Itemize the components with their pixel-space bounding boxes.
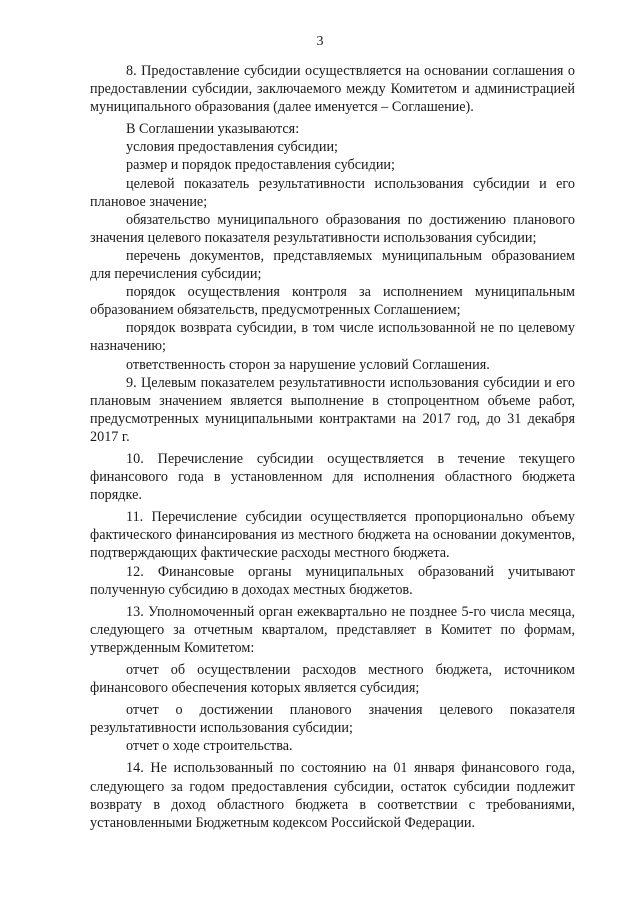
paragraph-8: 8. Предоставление субсидии осуществляется на основании соглашения о предоставлении субсидии, заключаемого между Комитетом и администрацией муниципального образования (далее именуется – Соглашение). [90,63,575,116]
paragraph-12: 12. Финансовые органы муниципальных образований учитывают полученную субсидию в доходах местных бюджетов. [90,563,575,598]
agreement-item: перечень документов, представляемых муниципальным образованием для перечисления субсидии; [90,247,575,283]
paragraph-14: 14. Не использованный по состоянию на 01 января финансового года, следующего за годом предоставления субсидии, остаток субсидии подлежит возврату в доход областного бюджета в соответствии с требованиями, установленными Бюджетным кодексом Российской Федерации. [90,760,575,831]
agreement-intro: В Соглашении указываются: [126,121,300,138]
paragraph-10: 10. Перечисление субсидии осуществляется в течение текущего финансового года в установленном для исполнения областного бюджета порядке. [90,450,575,504]
paragraph-9: 9. Целевым показателем результативности использования субсидии и его плановым значением является выполнение в стопроцентном объеме работ, предусмотренных муниципальными контрактами на 2017 год, до 31 декабря 2017 г. [90,374,575,445]
paragraph-11: 11. Перечисление субсидии осуществляется пропорционально объему фактического финансирования из местного бюджета на основании документов, подтверждающих фактические расходы местного бюджета. [90,509,575,562]
agreement-item: порядок возврата субсидии, в том числе использованной не по целевому назначению; [90,320,575,355]
page-number: 3 [316,34,324,49]
agreement-item: ответственность сторон за нарушение условий Соглашения. [126,356,490,373]
agreement-item: порядок осуществления контроля за исполнением муниципальным образованием обязательств, предусмотренных Соглашением; [90,284,575,319]
agreement-item: условия предоставления субсидии; [126,139,338,156]
agreement-item: размер и порядок предоставления субсидии; [126,157,395,174]
report-item: отчет о ходе строительства. [126,738,293,755]
paragraph-13: 13. Уполномоченный орган ежеквартально не позднее 5-го числа месяца, следующего за отчетным кварталом, представляет в Комитет по формам, утвержденным Комитетом: [90,603,575,656]
document-body [90,62,575,832]
report-item: отчет о достижении планового значения целевого показателя результативности использования субсидии; [90,702,575,737]
agreement-item: целевой показатель результативности использования субсидии и его плановое значение; [90,175,575,210]
report-item: отчет об осуществлении расходов местного бюджета, источником финансового обеспечения которых является субсидия; [90,662,575,697]
agreement-item: обязательство муниципального образования по достижению планового значения целевого показателя результативности использования субсидии; [90,211,575,246]
